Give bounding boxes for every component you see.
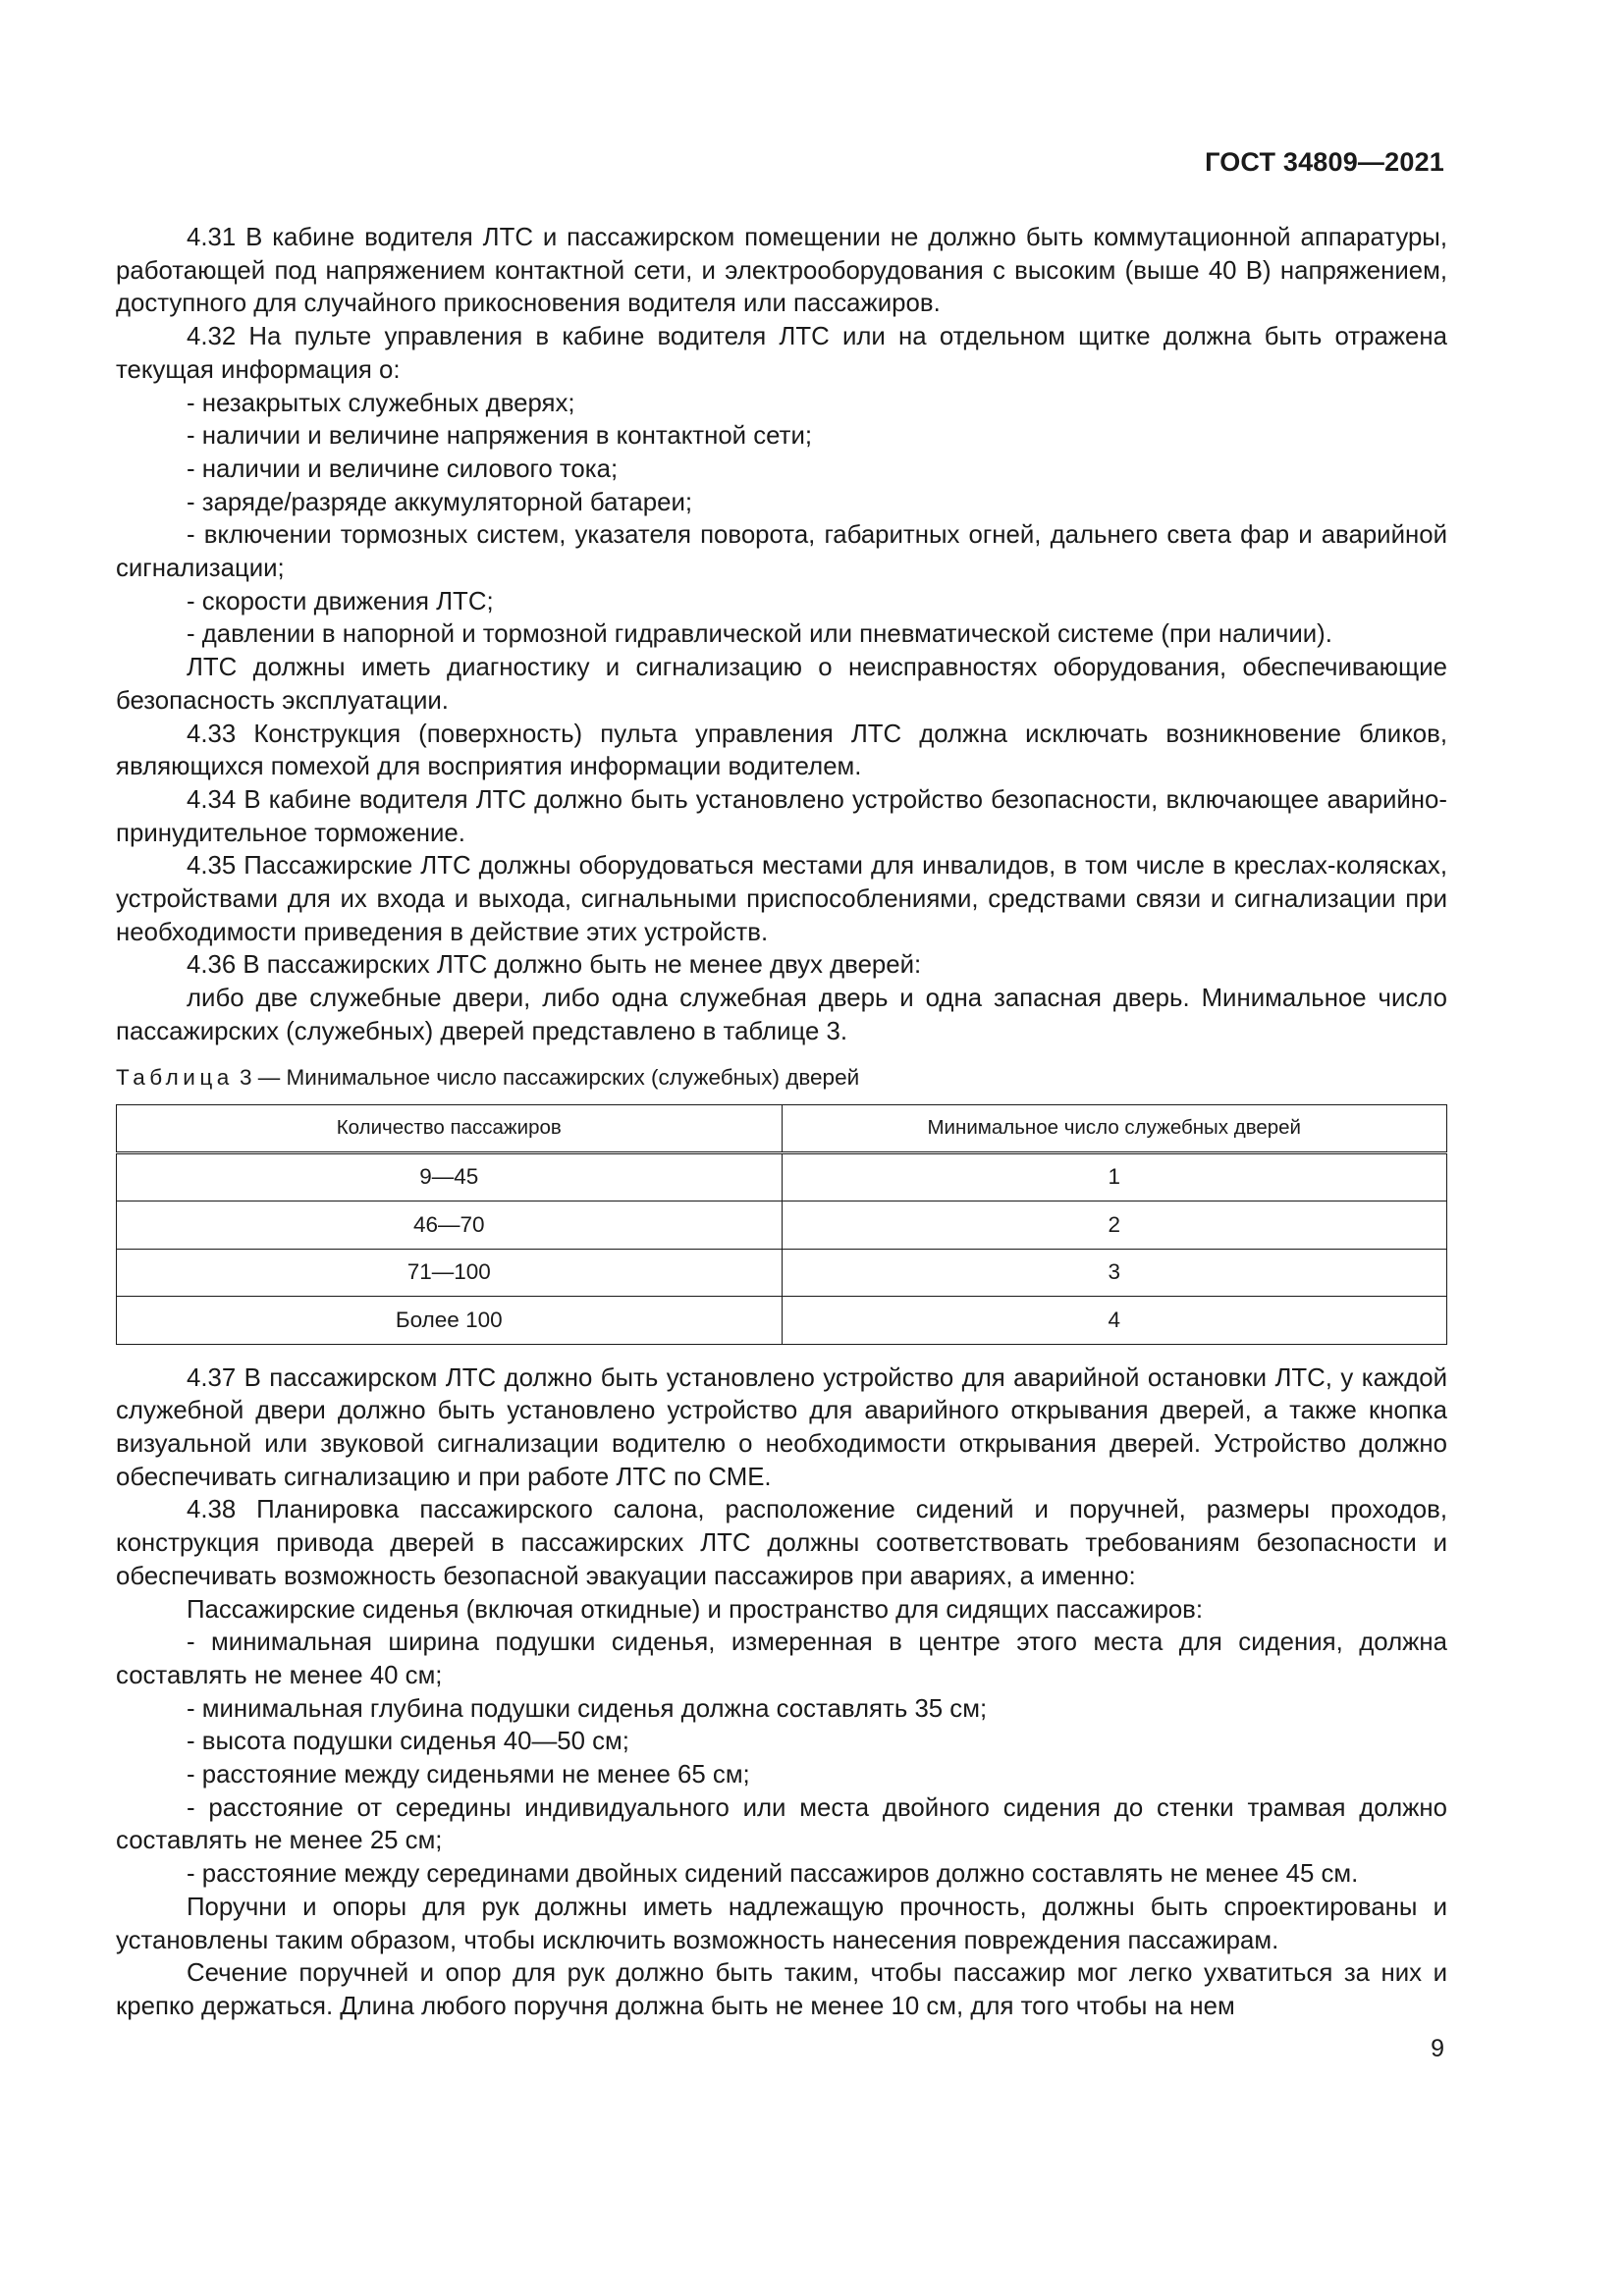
paragraph-4-32: 4.32 На пульте управления в кабине водителя ЛТС или на отдельном щитке должна быть отражена текущая информация о: <box>116 323 1447 384</box>
list-item: - скорости движения ЛТС; <box>187 587 494 615</box>
list-item: - включении тормозных систем, указателя поворота, габаритных огней, дальнего света фар и аварийной сигнализации; <box>116 521 1447 583</box>
paragraph-4-34: 4.34 В кабине водителя ЛТС должно быть установлено устройство безопасности, включающее аварийно-принудительное торможение. <box>116 785 1447 847</box>
table-row <box>117 1249 1447 1297</box>
table-caption-text: 3 — Минимальное число пассажирских (служебных) дверей <box>240 1064 860 1090</box>
list-item: - минимальная глубина подушки сиденья должна составлять 35 см; <box>187 1694 988 1723</box>
table-cell: 2 <box>782 1201 1447 1250</box>
table-cell: 71—100 <box>117 1249 783 1297</box>
doors-table <box>116 1104 1447 1345</box>
paragraph-4-38: 4.38 Планировка пассажирского салона, расположение сидений и поручней, размеры проходов, конструкция привода дверей в пассажирских ЛТС должны соответствовать требованиям безопасности и обеспечивать возможность безопасной эвакуации пассажиров при авариях, а именно: <box>116 1496 1447 1590</box>
table-cell: Более 100 <box>117 1297 783 1345</box>
table-cell: 4 <box>782 1297 1447 1345</box>
table-caption-word: Таблица <box>116 1064 234 1090</box>
list-item: - наличии и величине напряжения в контактной сети; <box>187 422 813 451</box>
list-item: - расстояние от середины индивидуального или места двойного сидения до стенки трамвая должно составлять не менее 25 см; <box>116 1793 1447 1855</box>
paragraph-doors: либо две служебные двери, либо одна служебная дверь и одна запасная дверь. Минимальное число пассажирских (служебных) дверей представлено в таблице 3. <box>116 985 1447 1045</box>
column-header-min-doors: Минимальное число служебных дверей <box>782 1104 1447 1152</box>
list-item: - давлении в напорной и тормозной гидравлической или пневматической системе (при наличии). <box>187 620 1332 649</box>
list-item: - высота подушки сиденья 40—50 см; <box>187 1728 629 1756</box>
column-header-passengers: Количество пассажиров <box>117 1104 783 1152</box>
paragraph-4-37: 4.37 В пассажирском ЛТС должно быть установлено устройство для аварийной остановки ЛТС, у каждой служебной двери должно быть установлено устройство для аварийного открывания дверей, а также кнопка визуальной или звуковой сигнализации водителю о необходимости открывания дверей. Устройство должно обеспечивать сигнализацию и при работе ЛТС по СМЕ. <box>116 1363 1447 1491</box>
table-cell: 46—70 <box>117 1201 783 1250</box>
table-cell: 9—45 <box>117 1152 783 1201</box>
body-after-table <box>116 1362 1447 2024</box>
list-item: - наличии и величине силового тока; <box>187 454 619 483</box>
document-header: ГОСТ 34809—2021 <box>1205 147 1444 177</box>
page-number: 9 <box>1431 2035 1444 2062</box>
table-row <box>117 1152 1447 1201</box>
list-item: - минимальная ширина подушки сиденья, измеренная в центре этого места для сидения, должна составлять не менее 40 см; <box>116 1629 1447 1689</box>
paragraph-4-33: 4.33 Конструкция (поверхность) пульта управления ЛТС должна исключать возникновение бликов, являющихся помехой для восприятия информации водителем. <box>116 720 1447 781</box>
paragraph-handrail-section: Сечение поручней и опор для рук должно быть таким, чтобы пассажир мог легко ухватиться за них и крепко держаться. Длина любого поручня должна быть не менее 10 см, для того чтобы на нем <box>116 1959 1447 2020</box>
list-item: - расстояние между сиденьями не менее 65 см; <box>187 1761 750 1789</box>
table-row <box>117 1201 1447 1250</box>
table-cell: 3 <box>782 1249 1447 1297</box>
paragraph-4-36: 4.36 В пассажирских ЛТС должно быть не менее двух дверей: <box>187 951 922 980</box>
paragraph-diagnostics: ЛТС должны иметь диагностику и сигнализацию о неисправностях оборудования, обеспечивающие безопасность эксплуатации. <box>116 654 1447 715</box>
document-body <box>116 222 1447 2024</box>
paragraph-4-35: 4.35 Пассажирские ЛТС должны оборудоваться местами для инвалидов, в том числе в креслах-колясках, устройствами для их входа и выхода, сигнальными приспособлениями, средствами связи и сигнализации при необходимости приведения в действие этих устройств. <box>116 852 1447 946</box>
list-item: - заряде/разряде аккумуляторной батареи; <box>187 488 693 516</box>
table-header-row <box>117 1104 1447 1152</box>
paragraph-handrails: Поручни и опоры для рук должны иметь надлежащую прочность, должны быть спроектированы и установлены таким образом, чтобы исключить возможность нанесения повреждения пассажирам. <box>116 1893 1447 1954</box>
table-caption <box>116 1063 1447 1093</box>
paragraph-seats: Пассажирские сиденья (включая откидные) и пространство для сидящих пассажиров: <box>187 1595 1204 1624</box>
list-item: - незакрытых служебных дверях; <box>187 389 575 417</box>
table-cell: 1 <box>782 1152 1447 1201</box>
paragraph-4-31: 4.31 В кабине водителя ЛТС и пассажирском помещении не должно быть коммутационной аппаратуры, работающей под напряжением контактной сети, и электрооборудования с высоким (выше 40 В) напряжением, доступного для случайного прикосновения водителя или пассажиров. <box>116 224 1447 318</box>
list-item: - расстояние между серединами двойных сидений пассажиров должно составлять не менее 45 см. <box>187 1860 1359 1889</box>
table-row <box>117 1297 1447 1345</box>
